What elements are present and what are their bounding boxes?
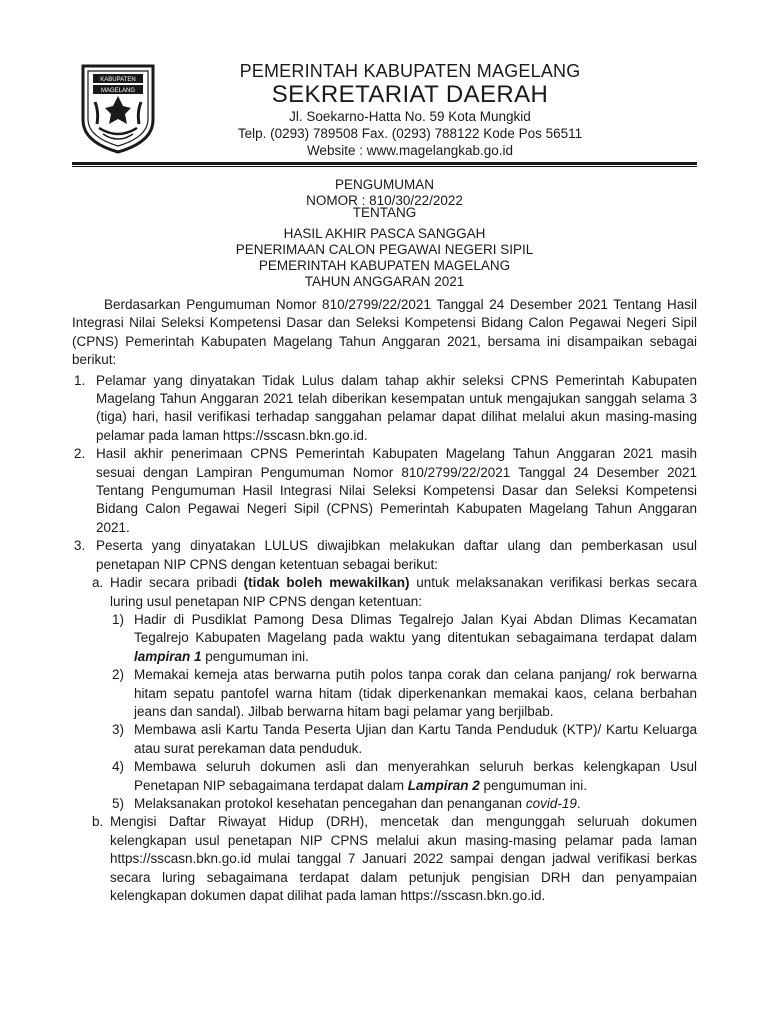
logo-text-bottom: MAGELANG — [100, 88, 136, 94]
list-item — [72, 372, 697, 446]
subject-line: HASIL AKHIR PASCA SANGGAH — [283, 226, 486, 241]
list-item — [72, 445, 697, 537]
letterhead — [190, 60, 630, 159]
subject-line: TAHUN ANGGARAN 2021 — [304, 274, 465, 289]
logo-text-top: KABUPATEN — [100, 77, 136, 83]
list-text: Pelamar yang dinyatakan Tidak Lulus dalam tahap akhir seleksi CPNS Pemerintah Kabupaten Magelang Tahun Anggaran 2021 telah diberikan kesempatan untuk mengajukan sanggah selama 3 (tiga) hari, hasil verifikasi terhadap sanggahan pelamar dapat dilihat melalui akun masing-masing pelamar pada laman https://sscasn.bkn.go.id. — [96, 372, 697, 443]
letterhead-divider-thin — [72, 166, 697, 167]
list-number: 1. — [74, 372, 86, 388]
sub-sub-number: 2) — [112, 667, 125, 683]
about-label: TENTANG — [352, 205, 417, 220]
attachment-reference: lampiran 1 — [134, 648, 202, 664]
sub-sub-number: 5) — [112, 795, 125, 811]
letterhead-website: Website : www.magelangkab.go.id — [306, 143, 514, 158]
announcement-number: NOMOR : 810/30/22/2022 — [306, 193, 463, 208]
sub-sub-item — [110, 795, 697, 813]
sub-text-bold: (tidak boleh mewakilkan) — [243, 575, 410, 591]
letterhead-address: Jl. Soekarno-Hatta No. 59 Kota Mungkid — [289, 109, 531, 124]
subject-line: PENERIMAAN CALON PEGAWAI NEGERI SIPIL — [235, 242, 534, 257]
announcement-subject — [72, 226, 697, 290]
intro-paragraph: Berdasarkan Pengumuman Nomor 810/2799/22/2021 Tanggal 24 Desember 2021 Tentang Hasil Integrasi Nilai Seleksi Kompetensi Dasar dan Seleksi Kompetensi Bidang Calon Pegawai Negeri Sipil (CPNS) Pemerintah Kabupaten Magelang Tahun Anggaran 2021, bersama ini disampaikan sebagai berikut: — [72, 297, 697, 368]
sub-sub-item — [110, 721, 697, 758]
sub-sub-number: 3) — [112, 722, 125, 738]
sub-sub-text: Membawa seluruh dokumen asli dan menyerahkan seluruh berkas kelengkapan Usul Penetapan NIP sebagaimana terdapat dalam — [134, 759, 697, 793]
sub-sub-text: Hadir di Pusdiklat Pamong Desa Dlimas Tegalrejo Jalan Kyai Abdan Dlimas Kecamatan Tegalrejo Kabupaten Magelang pada waktu yang ditentukan sebagaimana terdapat dalam — [134, 611, 697, 646]
letterhead-office: SEKRETARIAT DAERAH — [271, 81, 549, 108]
sub-number: a. — [92, 575, 104, 591]
sub-item-a — [90, 574, 697, 611]
announcement-about — [72, 205, 697, 221]
sub-sub-item — [110, 666, 697, 721]
sub-number: b. — [92, 814, 104, 830]
sub-sub-number: 4) — [112, 759, 125, 775]
sub-sub-text: Memakai kemeja atas berwarna putih polos tanpa corak dan celana panjang/ rok berwarna hitam sepatu pantofel warna hitam (tidak diperkenankan memakai kaos, celana berbahan jeans dan sandal). Jilbab berwarna hitam bagi pelamar yang berjilbab. — [134, 667, 697, 719]
list-number: 3. — [74, 538, 86, 554]
sub-sub-text: Membawa asli Kartu Tanda Peserta Ujian dan Kartu Tanda Penduduk (KTP)/ Kartu Keluarga atau surat perekaman data penduduk. — [134, 722, 697, 756]
sub-sub-number: 1) — [112, 611, 125, 627]
list-number: 2. — [74, 446, 86, 462]
letterhead-contact: Telp. (0293) 789508 Fax. (0293) 788122 Kode Pos 56511 — [237, 126, 583, 141]
list-text: Hasil akhir penerimaan CPNS Pemerintah Kabupaten Magelang Tahun Anggaran 2021 masih sesuai dengan Lampiran Pengumuman Nomor 810/2799/22/2021 Tanggal 24 Desember 2021 Tentang Pengumuman Hasil Integrasi Nilai Seleksi Kompetensi Dasar dan Seleksi Kompetensi Bidang Calon Pegawai Negeri Sipil (CPNS) Pemerintah Kabupaten Magelang Tahun Anggaran 2021. — [96, 446, 697, 535]
list-text: Peserta yang dinyatakan LULUS diwajibkan melakukan daftar ulang dan pemberkasan usul penetapan NIP CPNS dengan ketentuan sebagai berikut: — [96, 538, 697, 572]
subject-line: PEMERINTAH KABUPATEN MAGELANG — [258, 258, 511, 273]
sub-text: untuk melaksanakan verifikasi berkas secara luring usul penetapan NIP CPNS dengan ketentuan: — [110, 575, 697, 609]
announcement-body — [72, 296, 697, 905]
sub-sub-item — [110, 758, 697, 795]
attachment-reference: Lampiran 2 — [407, 777, 480, 793]
sub-sub-text: pengumuman ini. — [479, 777, 588, 793]
sub-sub-text: pengumuman ini. — [201, 648, 309, 664]
sub-sub-text: . — [576, 795, 581, 811]
covid-term: covid-19 — [525, 795, 577, 811]
magelang-regency-logo-icon — [79, 62, 157, 154]
letterhead-government: PEMERINTAH KABUPATEN MAGELANG — [239, 61, 581, 81]
sub-text: Hadir secara pribadi — [110, 575, 244, 591]
list-item — [72, 537, 697, 574]
announcement-type: PENGUMUMAN — [334, 177, 434, 192]
sub-sub-item — [110, 611, 697, 666]
sub-sub-text: Melaksanakan protokol kesehatan pencegahan dan penanganan — [134, 795, 526, 811]
letterhead-divider-thick — [72, 162, 697, 165]
sub-item-b — [90, 813, 697, 905]
sub-text: Mengisi Daftar Riwayat Hidup (DRH), mencetak dan mengunggah seluruah dokumen kelengkapan usul penetapan NIP CPNS melalui akun masing-masing pelamar pada laman https://sscasn.bkn.go.id mulai tanggal 7 Januari 2022 sampai dengan jadwal verifikasi berkas secara luring sebagaimana terdapat dalam petunjuk pengisian DRH dan penyampaian kelengkapan dokumen dapat dilihat pada laman https://sscasn.bkn.go.id. — [110, 814, 697, 903]
